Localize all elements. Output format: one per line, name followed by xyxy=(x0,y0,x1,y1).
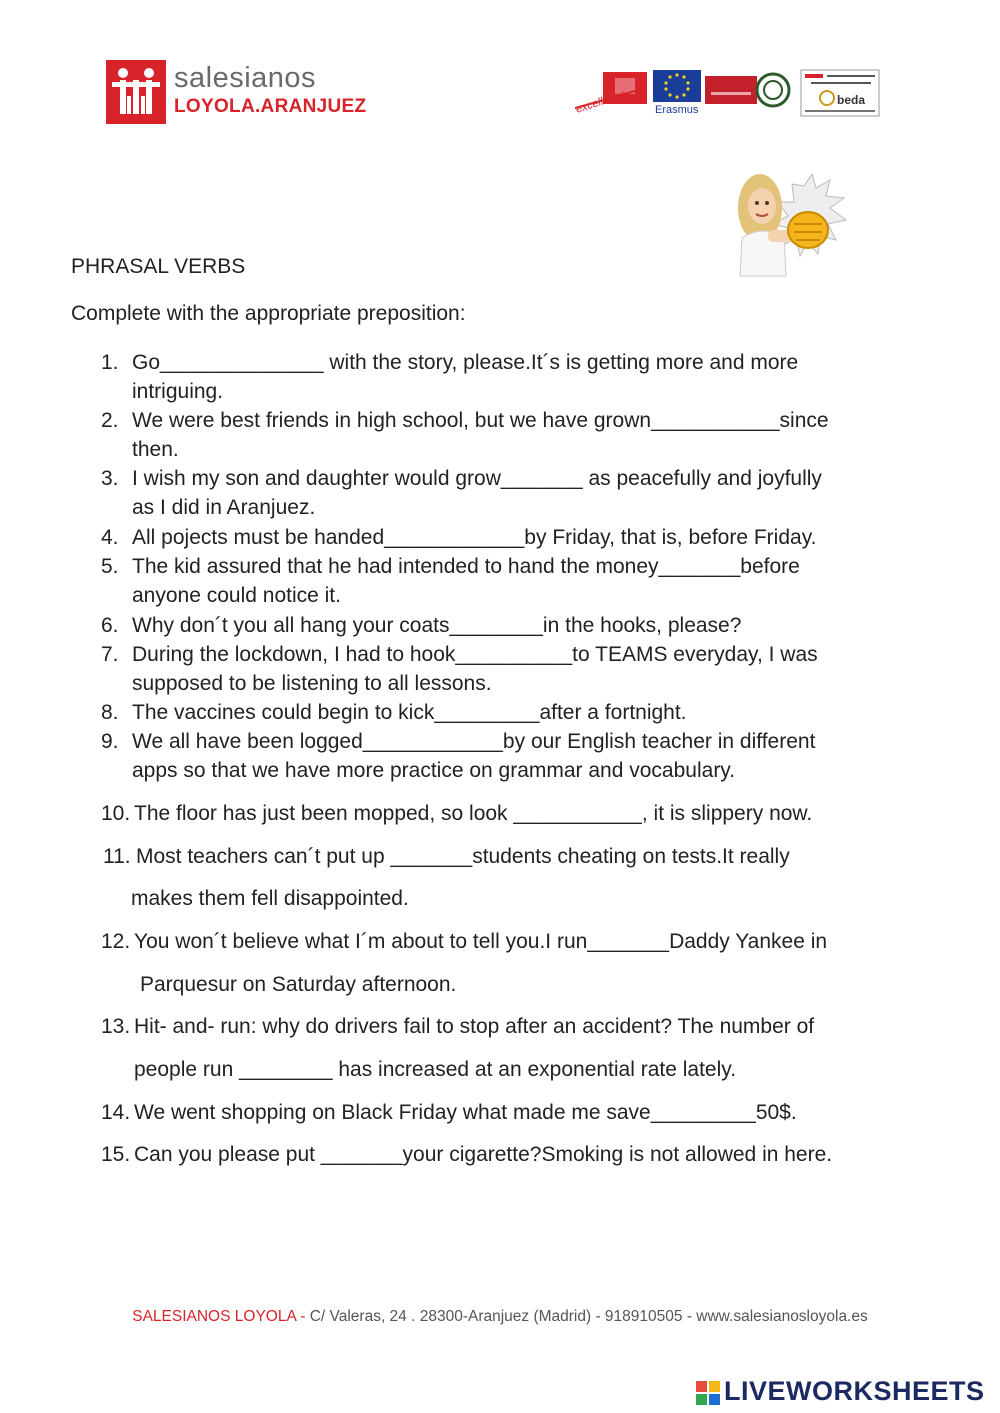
item-8-number: 8. xyxy=(101,701,119,724)
item-13-line-1: Hit- and- run: why do drivers fail to stop after an accident? The number of xyxy=(134,1015,815,1038)
item-8-line-1: The vaccines could begin to kick_________after a fortnight. xyxy=(132,701,687,724)
item-10-number: 10. xyxy=(101,802,131,825)
item-4-number: 4. xyxy=(101,526,119,549)
logo-label-beda: beda xyxy=(837,93,866,107)
logo-text-location: LOYOLA.ARANJUEZ xyxy=(174,96,367,117)
item-11-number: 11. xyxy=(103,845,131,868)
item-2-line-1: We were best friends in high school, but we have grown___________since xyxy=(132,409,829,432)
item-7-line-2: supposed to be listening to all lessons. xyxy=(132,672,492,695)
item-3-number: 3. xyxy=(101,467,119,490)
item-10-line-1: The floor has just been mopped, so look ___________, it is slippery now. xyxy=(134,802,813,825)
item-15-number: 15. xyxy=(101,1143,131,1166)
item-13-line-2: people run ________ has increased at an exponential rate lately. xyxy=(134,1058,737,1081)
item-5-line-2: anyone could notice it. xyxy=(132,584,341,607)
item-14-number: 14. xyxy=(101,1101,131,1124)
logo-text-salesianos: salesianos xyxy=(174,62,317,94)
liveworksheets-logo-icon xyxy=(696,1381,720,1405)
item-12-line-1: You won´t believe what I´m about to tell you.I run_______Daddy Yankee in xyxy=(134,930,828,953)
item-5-number: 5. xyxy=(101,555,119,578)
item-9-line-2: apps so that we have more practice on grammar and vocabulary. xyxy=(132,759,736,782)
partner-logos xyxy=(575,66,880,120)
item-7-number: 7. xyxy=(101,643,119,666)
item-12-line-2: Parquesur on Saturday afternoon. xyxy=(140,973,457,996)
school-logo-mark-icon xyxy=(106,60,166,124)
footer-org: SALESIANOS LOYOLA - xyxy=(132,1308,306,1325)
item-6-number: 6. xyxy=(101,614,119,637)
instruction-text: Complete with the appropriate preposition: xyxy=(71,302,466,325)
item-3-line-2: as I did in Aranjuez. xyxy=(132,496,316,519)
item-3-line-1: I wish my son and daughter would grow_______ as peacefully and joyfully xyxy=(132,467,822,490)
item-11-line-2: makes them fell disappointed. xyxy=(131,887,409,910)
logo-label-excellence: excellence xyxy=(574,88,628,116)
footer-address xyxy=(0,1308,1000,1326)
item-2-number: 2. xyxy=(101,409,119,432)
item-7-line-1: During the lockdown, I had to hook__________to TEAMS everyday, I was xyxy=(132,643,818,666)
item-13-number: 13. xyxy=(101,1015,131,1038)
school-logo xyxy=(106,60,367,126)
item-1-number: 1. xyxy=(101,351,119,374)
item-6-line-1: Why don´t you all hang your coats________in the hooks, please? xyxy=(132,614,742,637)
liveworksheets-brand[interactable]: LIVEWORKSHEETS xyxy=(724,1376,985,1406)
item-12-number: 12. xyxy=(101,930,131,953)
page-title: PHRASAL VERBS xyxy=(71,255,246,278)
item-4-line-1: All pojects must be handed____________by Friday, that is, before Friday. xyxy=(132,526,817,549)
item-1-line-1: Go______________ with the story, please.It´s is getting more and more xyxy=(132,351,799,374)
item-2-line-2: then. xyxy=(132,438,179,461)
item-9-number: 9. xyxy=(101,730,119,753)
item-15-line-1: Can you please put _______your cigarette?Smoking is not allowed in here. xyxy=(134,1143,833,1166)
logo-label-erasmus: Erasmus xyxy=(655,104,699,116)
teacher-punch-cartoon-icon xyxy=(732,168,852,278)
item-9-line-1: We all have been logged____________by our English teacher in different xyxy=(132,730,816,753)
footer-contact: C/ Valeras, 24 . 28300-Aranjuez (Madrid) - 918910505 - www.salesianosloyola.es xyxy=(305,1308,868,1325)
item-1-line-2: intriguing. xyxy=(132,380,224,403)
item-11-line-1: Most teachers can´t put up _______students cheating on tests.It really xyxy=(136,845,790,868)
item-14-line-1: We went shopping on Black Friday what made me save_________50$. xyxy=(134,1101,797,1124)
item-5-line-1: The kid assured that he had intended to hand the money_______before xyxy=(132,555,800,578)
